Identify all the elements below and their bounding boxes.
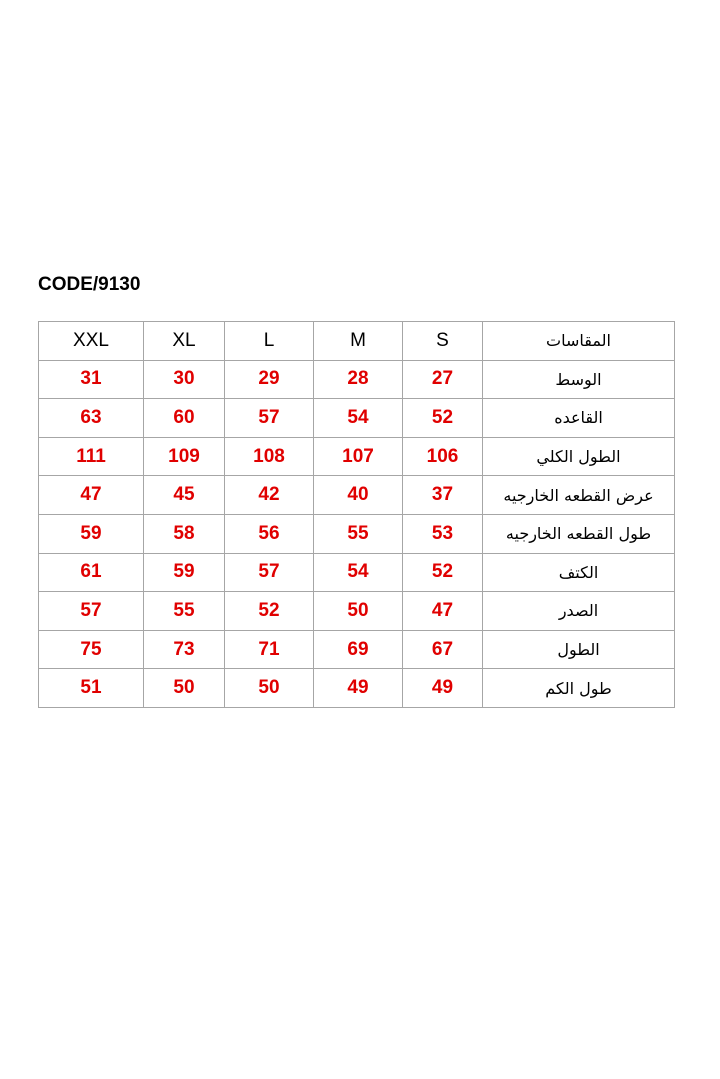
measurement-cell: 63	[39, 399, 144, 438]
measurement-cell: 69	[314, 630, 403, 669]
size-header-cell: S	[403, 322, 483, 361]
measurement-cell: 73	[144, 630, 225, 669]
measurement-cell: 51	[39, 669, 144, 708]
measurement-cell: 37	[403, 476, 483, 515]
measurement-cell: 52	[225, 592, 314, 631]
measurement-cell: 75	[39, 630, 144, 669]
measurement-cell: 111	[39, 437, 144, 476]
measurement-cell: 57	[225, 553, 314, 592]
measurement-cell: 61	[39, 553, 144, 592]
sizes-header-label: المقاسات	[483, 322, 675, 361]
measurement-cell: 30	[144, 360, 225, 399]
measurement-cell: 50	[314, 592, 403, 631]
measurement-cell: 49	[314, 669, 403, 708]
measurement-cell: 52	[403, 553, 483, 592]
measurement-cell: 47	[403, 592, 483, 631]
measurement-cell: 67	[403, 630, 483, 669]
size-header-cell: M	[314, 322, 403, 361]
measurement-label: طول الكم	[483, 669, 675, 708]
measurement-cell: 50	[225, 669, 314, 708]
measurement-cell: 55	[144, 592, 225, 631]
measurement-cell: 59	[144, 553, 225, 592]
measurement-cell: 71	[225, 630, 314, 669]
measurement-cell: 45	[144, 476, 225, 515]
size-header-cell: L	[225, 322, 314, 361]
measurement-cell: 59	[39, 514, 144, 553]
measurement-cell: 42	[225, 476, 314, 515]
measurement-cell: 27	[403, 360, 483, 399]
table-row	[39, 476, 675, 515]
table-row	[39, 437, 675, 476]
measurement-label: الطول الكلي	[483, 437, 675, 476]
table-row	[39, 399, 675, 438]
measurement-label: القاعده	[483, 399, 675, 438]
measurement-label: الطول	[483, 630, 675, 669]
measurement-label: الكتف	[483, 553, 675, 592]
size-header-cell: XL	[144, 322, 225, 361]
measurement-label: الوسط	[483, 360, 675, 399]
size-header-cell: XXL	[39, 322, 144, 361]
measurement-cell: 40	[314, 476, 403, 515]
table-row	[39, 360, 675, 399]
table-row	[39, 592, 675, 631]
measurement-cell: 31	[39, 360, 144, 399]
measurement-cell: 107	[314, 437, 403, 476]
measurement-cell: 106	[403, 437, 483, 476]
measurement-cell: 54	[314, 553, 403, 592]
measurement-cell: 57	[225, 399, 314, 438]
measurement-cell: 29	[225, 360, 314, 399]
measurement-label: الصدر	[483, 592, 675, 631]
table-row	[39, 514, 675, 553]
measurement-label: عرض القطعه الخارجيه	[483, 476, 675, 515]
table-header-row	[39, 322, 675, 361]
measurement-cell: 50	[144, 669, 225, 708]
measurement-cell: 58	[144, 514, 225, 553]
measurement-label: طول القطعه الخارجيه	[483, 514, 675, 553]
measurement-cell: 52	[403, 399, 483, 438]
table-row	[39, 630, 675, 669]
measurement-cell: 57	[39, 592, 144, 631]
table-row	[39, 553, 675, 592]
size-chart-table	[38, 321, 675, 708]
measurement-cell: 47	[39, 476, 144, 515]
measurement-cell: 56	[225, 514, 314, 553]
measurement-cell: 55	[314, 514, 403, 553]
measurement-cell: 28	[314, 360, 403, 399]
measurement-cell: 49	[403, 669, 483, 708]
product-code: CODE/9130	[38, 274, 141, 295]
measurement-cell: 60	[144, 399, 225, 438]
measurement-cell: 53	[403, 514, 483, 553]
measurement-cell: 108	[225, 437, 314, 476]
measurement-cell: 54	[314, 399, 403, 438]
measurement-cell: 109	[144, 437, 225, 476]
table-row	[39, 669, 675, 708]
